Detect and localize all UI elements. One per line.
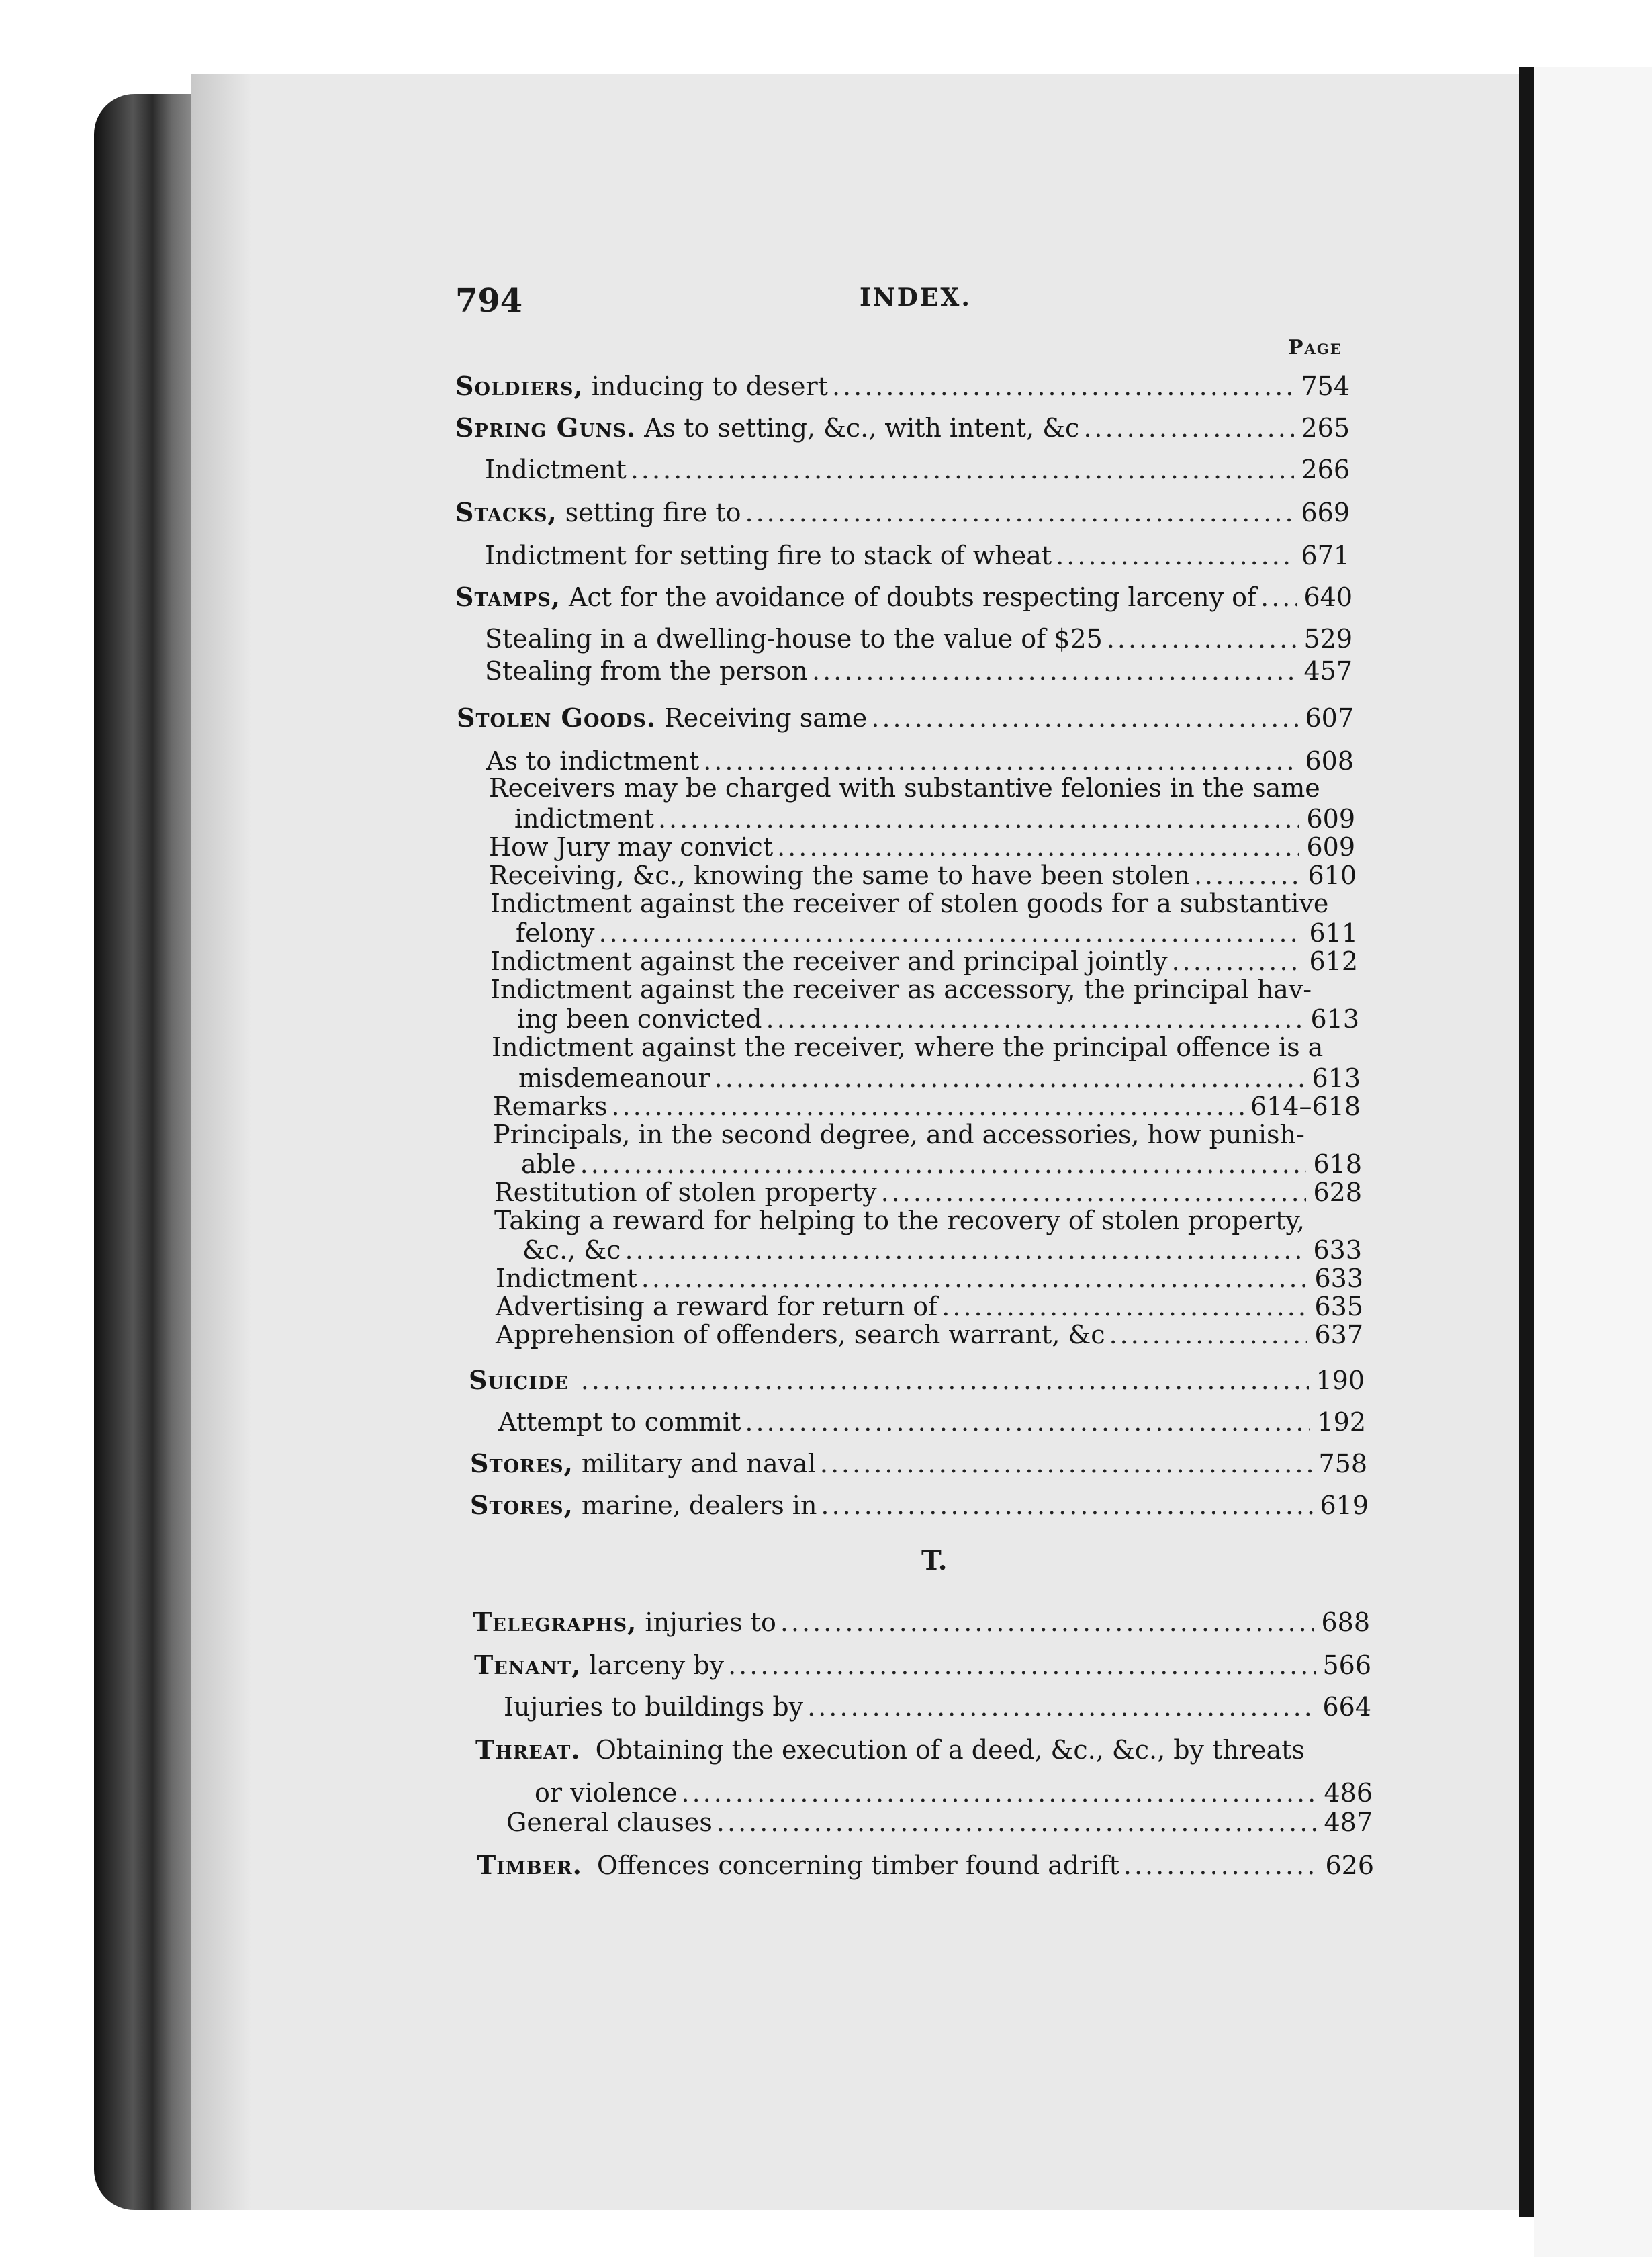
entry-text: &c., &c <box>522 1235 621 1265</box>
index-entry <box>518 1065 1361 1091</box>
entry-wrapped-line: Indictment against the receiver, where the principal offence is a <box>492 1032 1324 1062</box>
dot-leader <box>658 806 1300 832</box>
section-letter: T. <box>921 1545 948 1577</box>
index-entry <box>493 1094 1361 1119</box>
index-entry <box>521 1151 1362 1177</box>
entry-text: setting fire to <box>565 498 741 527</box>
entry-text: misdemeanour <box>518 1063 710 1093</box>
index-entry <box>490 948 1358 974</box>
dot-leader <box>942 1294 1307 1319</box>
index-entry <box>514 806 1355 832</box>
index-entry <box>522 1237 1362 1263</box>
entry-page: 566 <box>1322 1650 1371 1680</box>
entry-text: Act for the avoidance of doubts respecting larceny of <box>568 582 1257 612</box>
page-number: 794 <box>455 282 523 320</box>
entry-page: 457 <box>1303 656 1352 686</box>
entry-heading: Suicide <box>469 1365 569 1395</box>
entry-heading: Stacks, <box>455 497 557 527</box>
dot-leader <box>631 457 1295 482</box>
dot-leader <box>745 500 1295 525</box>
entry-heading: Threat. <box>475 1734 581 1765</box>
entry-wrapped-line: Principals, in the second degree, and accessories, how punish- <box>493 1120 1305 1149</box>
entry-heading: Spring Guns. <box>455 412 637 443</box>
entry-page: 609 <box>1306 804 1355 834</box>
entry-heading: Stores, <box>470 1490 573 1520</box>
dot-leader <box>703 748 1298 774</box>
entry-page: 529 <box>1303 624 1352 654</box>
dot-leader <box>812 658 1297 684</box>
index-entry <box>485 457 1350 482</box>
index-entry <box>504 1694 1371 1720</box>
index-entry <box>535 1780 1373 1806</box>
book-fore-edge <box>94 94 191 2210</box>
index-entry <box>516 920 1358 946</box>
dot-leader <box>807 1694 1316 1720</box>
dot-leader <box>820 1451 1312 1476</box>
index-entry <box>489 834 1355 860</box>
entry-page: 614–618 <box>1250 1092 1361 1121</box>
index-entry <box>473 1609 1370 1635</box>
dot-leader <box>1056 543 1294 568</box>
entry-text: Apprehension of offenders, search warrant, &c <box>496 1320 1105 1349</box>
dot-leader <box>1172 948 1303 974</box>
dot-leader <box>611 1094 1243 1119</box>
index-entry <box>496 1266 1363 1291</box>
index-entry <box>498 1409 1366 1435</box>
entry-text: ing been convicted <box>517 1004 762 1034</box>
entry-text: Stealing from the person <box>485 656 808 686</box>
index-entry <box>455 497 1350 527</box>
entry-text: Receiving, &c., knowing the same to have been stolen <box>489 860 1190 890</box>
dot-leader <box>881 1180 1307 1205</box>
entry-text: Obtaining the execution of a deed, &c., &c., by threats <box>595 1735 1305 1765</box>
entry-page: 607 <box>1305 703 1354 733</box>
dot-leader <box>641 1266 1308 1291</box>
entry-heading: Soldiers, <box>455 371 584 401</box>
entry-page: 633 <box>1313 1235 1362 1265</box>
entry-heading: Timber. <box>477 1850 582 1880</box>
entry-page: 613 <box>1312 1063 1361 1093</box>
entry-heading: Tenant, <box>474 1650 582 1680</box>
dot-leader <box>1109 1322 1308 1347</box>
entry-text: indictment <box>514 804 654 834</box>
index-entry <box>506 1810 1373 1835</box>
entry-page: 613 <box>1310 1004 1359 1034</box>
entry-page: 633 <box>1314 1264 1363 1293</box>
dot-leader <box>777 834 1299 860</box>
index-entry <box>485 543 1350 568</box>
index-entry <box>469 1365 1365 1395</box>
dot-leader <box>580 1151 1307 1177</box>
entry-page: 626 <box>1325 1851 1374 1880</box>
entry-heading: Stores, <box>470 1448 573 1478</box>
dot-leader <box>715 1065 1305 1091</box>
entry-text: marine, dealers in <box>581 1491 817 1520</box>
entry-page: 628 <box>1313 1178 1362 1207</box>
dot-leader <box>581 1368 1310 1393</box>
dot-leader <box>1194 862 1301 888</box>
entry-text: As to indictment <box>486 746 700 776</box>
entry-page: 612 <box>1309 946 1358 976</box>
entry-page: 618 <box>1313 1149 1362 1179</box>
index-entry <box>496 1294 1363 1319</box>
entry-page: 758 <box>1318 1449 1367 1478</box>
entry-page: 266 <box>1301 455 1350 484</box>
entry-text: Attempt to commit <box>498 1407 741 1437</box>
index-entry <box>477 1850 1374 1880</box>
index-entry <box>489 862 1357 888</box>
page-gutter <box>1519 67 1534 2217</box>
entry-text: inducing to desert <box>591 371 828 401</box>
entry-wrapped-line: Indictment against the receiver as accessory, the principal hav- <box>490 975 1312 1004</box>
dot-leader <box>766 1006 1304 1032</box>
entry-page: 487 <box>1324 1808 1373 1837</box>
entry-page: 688 <box>1321 1607 1370 1637</box>
entry-text: As to setting, &c., with intent, &c <box>644 413 1080 443</box>
dot-leader <box>821 1493 1313 1518</box>
entry-page: 619 <box>1320 1491 1369 1520</box>
index-entry <box>455 373 1350 399</box>
index-entry <box>474 1652 1371 1678</box>
entry-text: General clauses <box>506 1808 713 1837</box>
dot-leader <box>745 1409 1310 1435</box>
entry-text: or violence <box>535 1778 678 1808</box>
entry-page: 669 <box>1301 498 1350 527</box>
entry-text: How Jury may convict <box>489 832 774 862</box>
entry-heading: Stolen Goods. <box>457 703 657 733</box>
dot-leader <box>1260 584 1297 610</box>
entry-page: 265 <box>1301 413 1350 443</box>
entry-wrapped-line: Receivers may be charged with substantive felonies in the same <box>489 773 1320 803</box>
running-title: INDEX. <box>860 283 972 312</box>
index-entry <box>470 1490 1369 1520</box>
entry-text: Restitution of stolen property <box>494 1178 877 1207</box>
index-entry <box>485 658 1352 684</box>
index-entry <box>496 1322 1363 1347</box>
dot-leader <box>728 1652 1316 1678</box>
dot-leader <box>1107 626 1297 652</box>
entry-page: 635 <box>1314 1292 1363 1321</box>
entry-text: Indictment <box>496 1264 637 1293</box>
entry-heading: Stamps, <box>455 582 561 612</box>
dot-leader <box>780 1609 1315 1635</box>
page-shadow <box>191 74 252 2210</box>
entry-page: 192 <box>1317 1407 1366 1437</box>
entry-page: 671 <box>1301 541 1350 570</box>
entry-text: Stealing in a dwelling-house to the value of $25 <box>485 624 1103 654</box>
index-entry <box>494 1180 1362 1205</box>
entry-page: 611 <box>1309 918 1358 948</box>
index-entry <box>485 626 1352 652</box>
entry-page: 664 <box>1322 1692 1371 1722</box>
entry-page: 640 <box>1303 582 1352 612</box>
dot-leader <box>717 1810 1318 1835</box>
entry-text: able <box>521 1149 576 1179</box>
index-entry <box>457 705 1354 731</box>
entry-page: 486 <box>1324 1778 1373 1808</box>
dot-leader <box>832 373 1295 399</box>
entry-text: Advertising a reward for return of <box>496 1292 938 1321</box>
page-column-label: Page <box>1288 336 1342 359</box>
entry-text: Indictment against the receiver and principal jointly <box>490 946 1168 976</box>
entry-text: felony <box>516 918 595 948</box>
entry-page: 610 <box>1307 860 1357 890</box>
dot-leader <box>1083 415 1294 441</box>
entry-page: 609 <box>1306 832 1355 862</box>
entry-text: Iujuries to buildings by <box>504 1692 804 1722</box>
dot-leader <box>871 705 1298 731</box>
entry-text: injuries to <box>645 1607 776 1637</box>
scan-margin-left <box>0 0 94 2257</box>
entry-text: Indictment for setting fire to stack of wheat <box>485 541 1052 570</box>
entry-text: Offences concerning timber found adrift <box>596 1851 1119 1880</box>
entry-page: 190 <box>1316 1366 1365 1395</box>
dot-leader <box>625 1237 1306 1263</box>
index-entry <box>455 584 1352 610</box>
entry-text: military and naval <box>581 1449 816 1478</box>
dot-leader <box>1123 1853 1319 1878</box>
entry-page: 637 <box>1314 1320 1363 1349</box>
index-entry <box>517 1006 1359 1032</box>
entry-text: Remarks <box>493 1092 608 1121</box>
entry-wrapped-line: Taking a reward for helping to the recovery of stolen property, <box>494 1206 1305 1235</box>
index-entry <box>470 1448 1367 1478</box>
dot-leader <box>682 1780 1318 1806</box>
entry-page: 608 <box>1305 746 1354 776</box>
index-entry-heading-line <box>475 1734 1305 1765</box>
facing-page <box>1534 67 1652 2257</box>
entry-page: 754 <box>1301 371 1350 401</box>
scan-margin-top <box>0 0 1652 74</box>
entry-text: larceny by <box>589 1650 725 1680</box>
dot-leader <box>599 920 1303 946</box>
index-entry <box>455 412 1350 443</box>
entry-wrapped-line: Indictment against the receiver of stolen goods for a substantive <box>490 889 1329 918</box>
entry-text: Receiving same <box>664 703 868 733</box>
entry-text: Indictment <box>485 455 627 484</box>
entry-heading: Telegraphs, <box>473 1607 637 1637</box>
index-entry <box>486 748 1354 774</box>
